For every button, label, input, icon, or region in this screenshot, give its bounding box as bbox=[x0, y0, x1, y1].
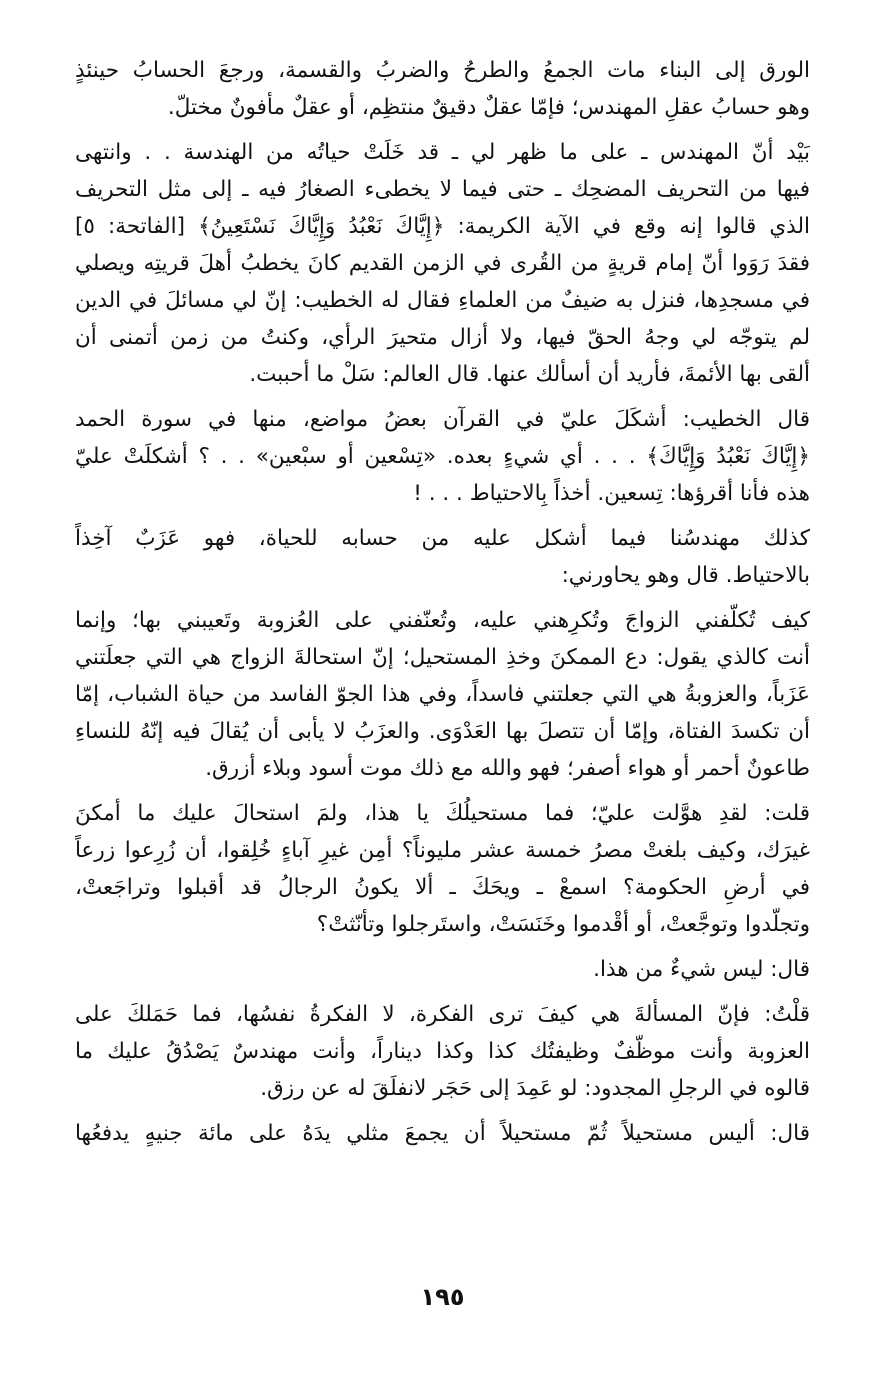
text-line: هذه فأنا أقرؤها: تِسعين. أخذاً بِالاحتياط . . . ! bbox=[413, 481, 810, 506]
paragraph bbox=[75, 602, 810, 787]
text-line: كيف تُكلّفني الزواجَ وتُكرِهني عليه، وتُعنّفني على العُزوبة وتَعيبني بها؛ وإنما bbox=[75, 608, 810, 633]
text-line: في مسجدِها، فنزل به ضيفٌ من العلماءِ فقال له الخطيب: إنّ لي مسائلَ في الدين bbox=[75, 288, 810, 313]
paragraph bbox=[75, 1115, 810, 1152]
text-line: في أرضِ الحكومة؟ اسمعْ ـ ويحَكَ ـ ألا يكونُ الرجالُ قد أقبلوا وتراجَعتْ، bbox=[75, 875, 810, 900]
text-line: فقدَ رَوَوا أنّ إمام قريةٍ من القُرى في الزمن القديم كانَ يخطبُ أهلَ قريتِه ويصلي bbox=[75, 251, 810, 276]
text-line: قلت: لقدِ هوَّلت عليّ؛ فما مستحيلُكَ يا هذا، ولمَ استحالَ عليك ما أمكنَ bbox=[75, 801, 810, 826]
text-line: قالوه في الرجلِ المجدود: لو عَمِدَ إلى حَجَر لانفلَقَ له عن رزق. bbox=[260, 1076, 810, 1101]
paragraph bbox=[75, 795, 810, 943]
paragraph bbox=[75, 996, 810, 1107]
text-line: قلْتُ: فإنّ المسألةَ هي كيفَ ترى الفكرة، لا الفكرةُ نفسُها، فما حَمَلكَ على bbox=[75, 1002, 810, 1027]
text-line: العزوبة وأنت موظّفٌ وظيفتُك كذا وكذا ديناراً، وأنت مهندسٌ يَصْدُقُ عليك ما bbox=[75, 1039, 810, 1064]
text-line: قال: ليس شيءٌ من هذا. bbox=[593, 957, 810, 982]
text-line: بَيْد أنّ المهندس ـ على ما ظهر لي ـ قد خَلَتْ حياتُه من الهندسة . . وانتهى bbox=[75, 140, 810, 165]
paragraph bbox=[75, 520, 810, 594]
text-line: الذي قالوا إنه وقع في الآية الكريمة: ﴿إِيَّاكَ نَعْبُدُ وَإِيَّاكَ نَسْتَعِينُ﴾ [الفاتحة: ٥] bbox=[75, 214, 810, 239]
text-line: أن تكسدَ الفتاة، وإمّا أن تتصلَ بها العَدْوَى. والعزَبُ لا يأبى أن يُقالَ فيه إنّهُ للنساءِ bbox=[75, 719, 810, 744]
paragraph bbox=[75, 401, 810, 512]
text-line: ﴿إِيَّاكَ نَعْبُدُ وَإِيَّاكَ﴾ . . . أي شيءٍ بعده. «تِسْعين أو سبْعين» . . ؟ أشكلَتْ عليّ bbox=[75, 444, 810, 469]
page-body bbox=[75, 52, 810, 1160]
text-line: أنت كالذي يقول: دع الممكنَ وخذِ المستحيل؛ إنّ استحالةَ الزواج هي التي جعلَتني bbox=[75, 645, 810, 670]
paragraph bbox=[75, 52, 810, 126]
text-line: كذلك مهندسُنا فيما أشكل عليه من حسابه للحياة، فهو عَزَبٌ آخِذاً bbox=[75, 526, 810, 551]
text-line: عَزَباً، والعزوبةُ هي التي جعلتني فاسداً، وفي هذا الجوّ الفاسد من حياة الشباب، إمّا bbox=[75, 682, 810, 707]
text-line: قال: أليس مستحيلاً ثُمّ مستحيلاً أن يجمعَ مثلي يدَهُ على مائة جنيهٍ يدفعُها bbox=[75, 1121, 810, 1146]
page-number: ١٩٥ bbox=[420, 1283, 465, 1311]
paragraph bbox=[75, 134, 810, 393]
text-line: لم يتوجّه لي وجهُ الحقّ فيها، ولا أزال متحيرَ الرأي، وكنتُ من زمن أتمنى أن bbox=[75, 325, 810, 350]
paragraph bbox=[75, 951, 810, 988]
text-line: وهو حسابُ عقلِ المهندس؛ فإمّا عقلٌ دقيقٌ منتظِم، أو عقلٌ مأفونٌ مختلّ. bbox=[167, 95, 810, 120]
text-line: طاعونٌ أحمر أو هواء أصفر؛ فهو والله مع ذلك موت أسود وبلاء أزرق. bbox=[205, 756, 810, 781]
text-line: بالاحتياط. قال وهو يحاورني: bbox=[561, 563, 810, 588]
text-line: ألقى بها الأئمةَ، فأريد أن أسألك عنها. قال العالم: سَلْ ما أحببت. bbox=[249, 362, 810, 387]
text-line: الورق إلى البناء مات الجمعُ والطرحُ والضربُ والقسمة، ورجعَ الحسابُ حينئذٍ bbox=[75, 58, 810, 83]
text-line: فيها من التحريف المضحِك ـ حتى فيما لا يخطىء الصغارُ فيه ـ إلى مثل التحريف bbox=[75, 177, 810, 202]
text-line: غيرَك، وكيف بلغتْ مصرُ خمسة عشر مليوناً؟ أمِن غيرِ آباءٍ خُلِقوا، أن زُرِعوا زرعاً bbox=[75, 838, 810, 863]
text-line: وتجلّدوا وتوجَّعتْ، أو أقْدموا وخَنَسَتْ، واستَرجلوا وتأنّثتْ؟ bbox=[316, 912, 810, 937]
text-line: قال الخطيب: أشكَلَ عليّ في القرآن بعضُ مواضع، منها في سورة الحمد bbox=[75, 407, 810, 432]
